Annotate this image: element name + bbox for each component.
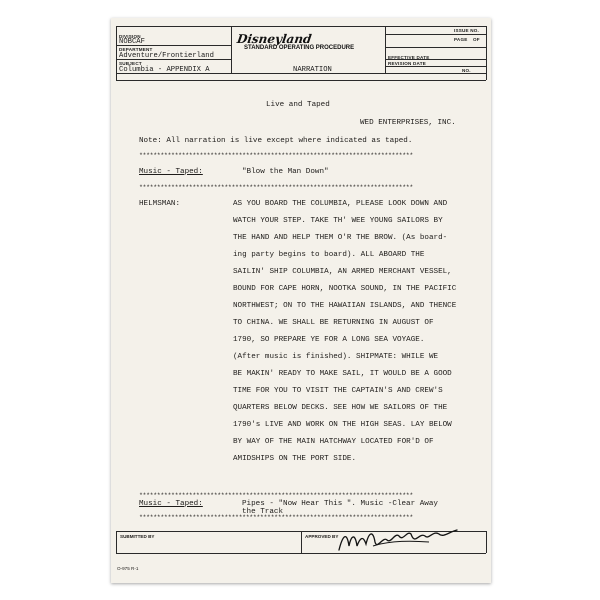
approval-signature [333,526,463,556]
narration-line: QUARTERS BELOW DECKS. SEE HOW WE SAILORS OF THE [233,404,448,412]
footer-divider [301,531,302,553]
header-right-border [486,26,487,80]
approved-by-label: APPROVED BY [305,534,339,539]
header-rule-page [385,47,486,48]
division-label: DIVISION [119,34,141,39]
narration-line: TO CHINA. WE SHALL BE RETURNING IN AUGUST OF [233,319,434,327]
header-rule-revision [385,66,486,67]
header-divider-left [231,26,232,73]
narration-line: AS YOU BOARD THE COLUMBIA, PLEASE LOOK DOWN AND [233,200,448,208]
music-taped-value-continued: the Track [242,508,284,516]
separator-line: ***************************************************************************** [139,492,413,499]
live-and-taped-heading: Live and Taped [266,101,330,109]
footer-right-border [486,531,487,553]
narration-line: THE HAND AND HELP THEM O'R THE BROW. (As board- [233,234,448,242]
effective-date-label: EFFECTIVE DATE [388,55,430,60]
header-rule-issue [385,34,486,35]
form-number: O-975 R-1 [117,566,139,571]
header-top-rule [116,26,486,27]
header-divider-right [385,26,386,73]
page-label: PAGE [454,37,468,42]
separator-line: ***************************************************************************** [139,514,413,521]
narration-line: SAILIN' SHIP COLUMBIA, AN ARMED MERCHANT VESSEL, [233,268,452,276]
issue-number-label: ISSUE NO. [454,28,480,33]
department-label: DEPARTMENT [119,47,153,52]
division-value: NOBCAF [119,38,145,46]
subject-label: SUBJECT [119,61,142,66]
topic-title: NARRATION [293,66,332,74]
narration-line: BE MAKIN' READY TO MAKE SAIL, IT WOULD BE A GOOD [233,370,452,378]
revision-date-label: REVISION DATE [388,61,426,66]
narration-line: WATCH YOUR STEP. TAKE TH' WEE YOUNG SAILORS BY [233,217,443,225]
separator-line: ***************************************************************************** [139,184,413,191]
music-taped-label: Music - Taped: [139,500,203,508]
narration-line: TIME FOR YOU TO VISIT THE CAPTAIN'S AND CREW'S [233,387,443,395]
narration-line: ing party begins to board). ALL ABOARD THE [233,251,425,259]
music-taped-value: "Blow the Man Down" [242,168,329,176]
header-rule-bottom [116,80,486,81]
department-value: Adventure/Frontierland [119,52,214,60]
document-sheet [111,18,491,583]
narration-line: NORTHWEST; ON TO THE HAWAIIAN ISLANDS, AND THENCE [233,302,457,310]
narration-line: (After music is finished). SHIPMATE: WHILE WE [233,353,439,361]
helmsman-speaker: HELMSMAN: [139,200,181,208]
narration-line: BY WAY OF THE MAIN HATCHWAY LOCATED FOR'D OF [233,438,434,446]
submitted-by-label: SUBMITTED BY [120,534,155,539]
page-of-label: OF [473,37,480,42]
disneyland-logo: Disneyland [236,32,313,46]
narration-line: 1790's LIVE AND WORK ON THE HIGH SEAS. LAY BELOW [233,421,452,429]
music-taped-label: Music - Taped: [139,168,203,176]
narration-line: 1790, SO PREPARE YE FOR A LONG SEA VOYAGE. [233,336,425,344]
narration-line: AMIDSHIPS ON THE PORT SIDE. [233,455,357,463]
company-name: WED ENTERPRISES, INC. [360,119,456,127]
separator-line: ***************************************************************************** [139,152,413,159]
subject-value: Columbia - APPENDIX A [119,66,210,74]
header-left-border [116,26,117,80]
procedure-title: STANDARD OPERATING PROCEDURE [244,45,355,51]
music-taped-value: Pipes - "Now Hear This ". Music -Clear Away [242,500,438,508]
narration-note: Note: All narration is live except where indicated as taped. [139,137,413,145]
revision-number-label: NO. [462,68,471,73]
narration-line: BOUND FOR CAPE HORN, NOOTKA SOUND, IN THE PACIFIC [233,285,457,293]
footer-left-border [116,531,117,553]
